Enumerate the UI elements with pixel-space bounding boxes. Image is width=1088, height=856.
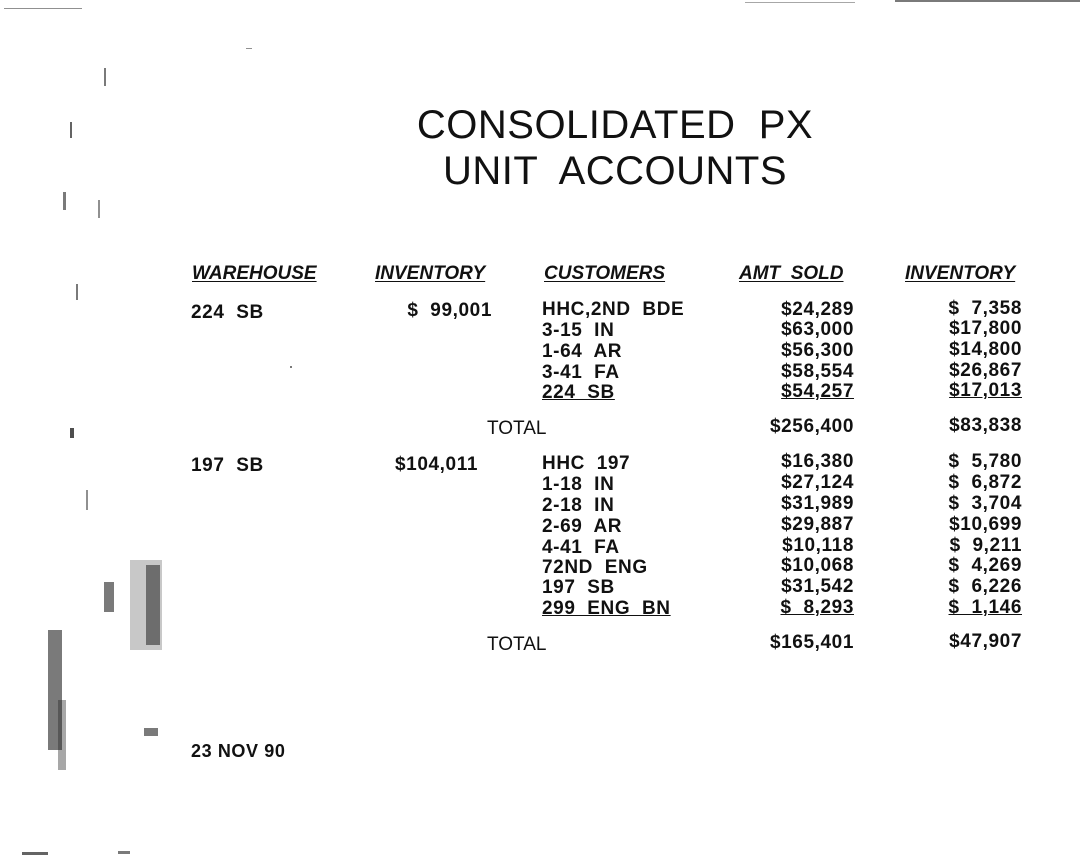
group-1-row-3-customer: 1-64 AR — [542, 341, 623, 362]
header-inventory-remaining: INVENTORY — [905, 263, 1016, 284]
scan-artifact — [118, 851, 130, 854]
group-2-row-3-inventory: $ 3,704 — [948, 493, 1022, 514]
scan-artifact — [4, 8, 82, 9]
group-1-total-inventory: $83,838 — [949, 415, 1022, 436]
group-2-total-amt-sold: $165,401 — [769, 632, 854, 653]
group-1-row-5-customer: 224 SB — [542, 382, 615, 403]
group-1-row-4-inventory: $26,867 — [949, 360, 1022, 381]
group-1-row-4-amt-sold: $58,554 — [781, 361, 854, 382]
group-2-row-8-customer: 299 ENG BN — [542, 598, 671, 619]
group-2-row-6-inventory: $ 4,269 — [948, 555, 1022, 576]
group-2-row-2-amt-sold: $27,124 — [781, 472, 854, 493]
scan-artifact — [144, 728, 158, 736]
header-inventory: INVENTORY — [375, 263, 486, 284]
scan-artifact — [22, 852, 48, 855]
document-title-line-1: CONSOLIDATED PX — [416, 103, 814, 147]
header-amt-sold: AMT SOLD — [739, 263, 844, 284]
group-2-row-5-amt-sold: $10,118 — [782, 535, 854, 556]
group-1-row-2-customer: 3-15 IN — [542, 320, 615, 341]
group-1-row-3-amt-sold: $56,300 — [781, 340, 854, 361]
scan-artifact — [70, 122, 72, 138]
group-2-row-1-inventory: $ 5,780 — [948, 451, 1022, 472]
group-2-row-3-amt-sold: $31,989 — [781, 493, 854, 514]
scan-artifact — [98, 200, 100, 218]
group-1-row-2-amt-sold: $63,000 — [781, 319, 854, 340]
group-2-row-3-customer: 2-18 IN — [542, 495, 615, 516]
scan-artifact — [70, 428, 74, 438]
group-2-inventory: $104,011 — [395, 454, 478, 475]
scan-artifact — [63, 192, 66, 210]
scan-artifact — [895, 0, 1080, 2]
group-1-row-1-inventory: $ 7,358 — [948, 298, 1022, 319]
scan-artifact — [76, 284, 78, 300]
group-1-row-5-inventory: $17,013 — [949, 380, 1022, 401]
group-2-row-5-inventory: $ 9,211 — [949, 535, 1022, 556]
group-2-row-4-inventory: $10,699 — [949, 514, 1022, 535]
group-2-row-1-customer: HHC 197 — [542, 453, 631, 474]
group-2-row-2-customer: 1-18 IN — [542, 474, 615, 495]
group-1-total-label: TOTAL — [487, 418, 547, 439]
document-date: 23 NOV 90 — [191, 741, 286, 761]
group-2-row-2-inventory: $ 6,872 — [948, 472, 1022, 493]
group-1-row-3-inventory: $14,800 — [949, 339, 1022, 360]
group-2-warehouse: 197 SB — [191, 455, 264, 476]
header-customers: CUSTOMERS — [544, 263, 666, 284]
group-2-total-label: TOTAL — [487, 634, 547, 655]
scan-artifact — [104, 68, 106, 86]
group-1-warehouse: 224 SB — [191, 302, 264, 323]
group-2-row-4-customer: 2-69 AR — [542, 516, 623, 537]
scan-artifact — [104, 582, 114, 612]
group-1-total-amt-sold: $256,400 — [769, 416, 854, 437]
scan-artifact — [745, 2, 855, 3]
group-1-row-1-customer: HHC,2ND BDE — [542, 299, 685, 320]
group-1-inventory: $ 99,001 — [407, 300, 492, 321]
group-1-row-4-customer: 3-41 FA — [542, 362, 620, 383]
group-2-row-6-amt-sold: $10,068 — [781, 555, 854, 576]
group-2-row-8-amt-sold: $ 8,293 — [780, 597, 854, 618]
group-1-row-2-inventory: $17,800 — [949, 318, 1022, 339]
group-2-total-inventory: $47,907 — [949, 631, 1022, 652]
group-2-row-5-customer: 4-41 FA — [542, 537, 620, 558]
group-1-row-5-amt-sold: $54,257 — [781, 381, 854, 402]
scan-artifact — [290, 366, 292, 368]
scan-artifact — [246, 48, 252, 49]
header-warehouse: WAREHOUSE — [192, 263, 317, 284]
group-2-row-6-customer: 72ND ENG — [542, 557, 648, 578]
document-title-line-2: UNIT ACCOUNTS — [442, 149, 788, 193]
scan-artifact — [58, 700, 66, 770]
scan-artifact — [146, 565, 160, 645]
group-2-row-7-amt-sold: $31,542 — [781, 576, 854, 597]
group-2-row-1-amt-sold: $16,380 — [781, 451, 854, 472]
group-1-row-1-amt-sold: $24,289 — [781, 299, 854, 320]
group-2-row-8-inventory: $ 1,146 — [948, 597, 1022, 618]
group-2-row-7-customer: 197 SB — [542, 577, 615, 598]
group-2-row-4-amt-sold: $29,887 — [781, 514, 854, 535]
group-2-row-7-inventory: $ 6,226 — [948, 576, 1022, 597]
scan-artifact — [86, 490, 88, 510]
